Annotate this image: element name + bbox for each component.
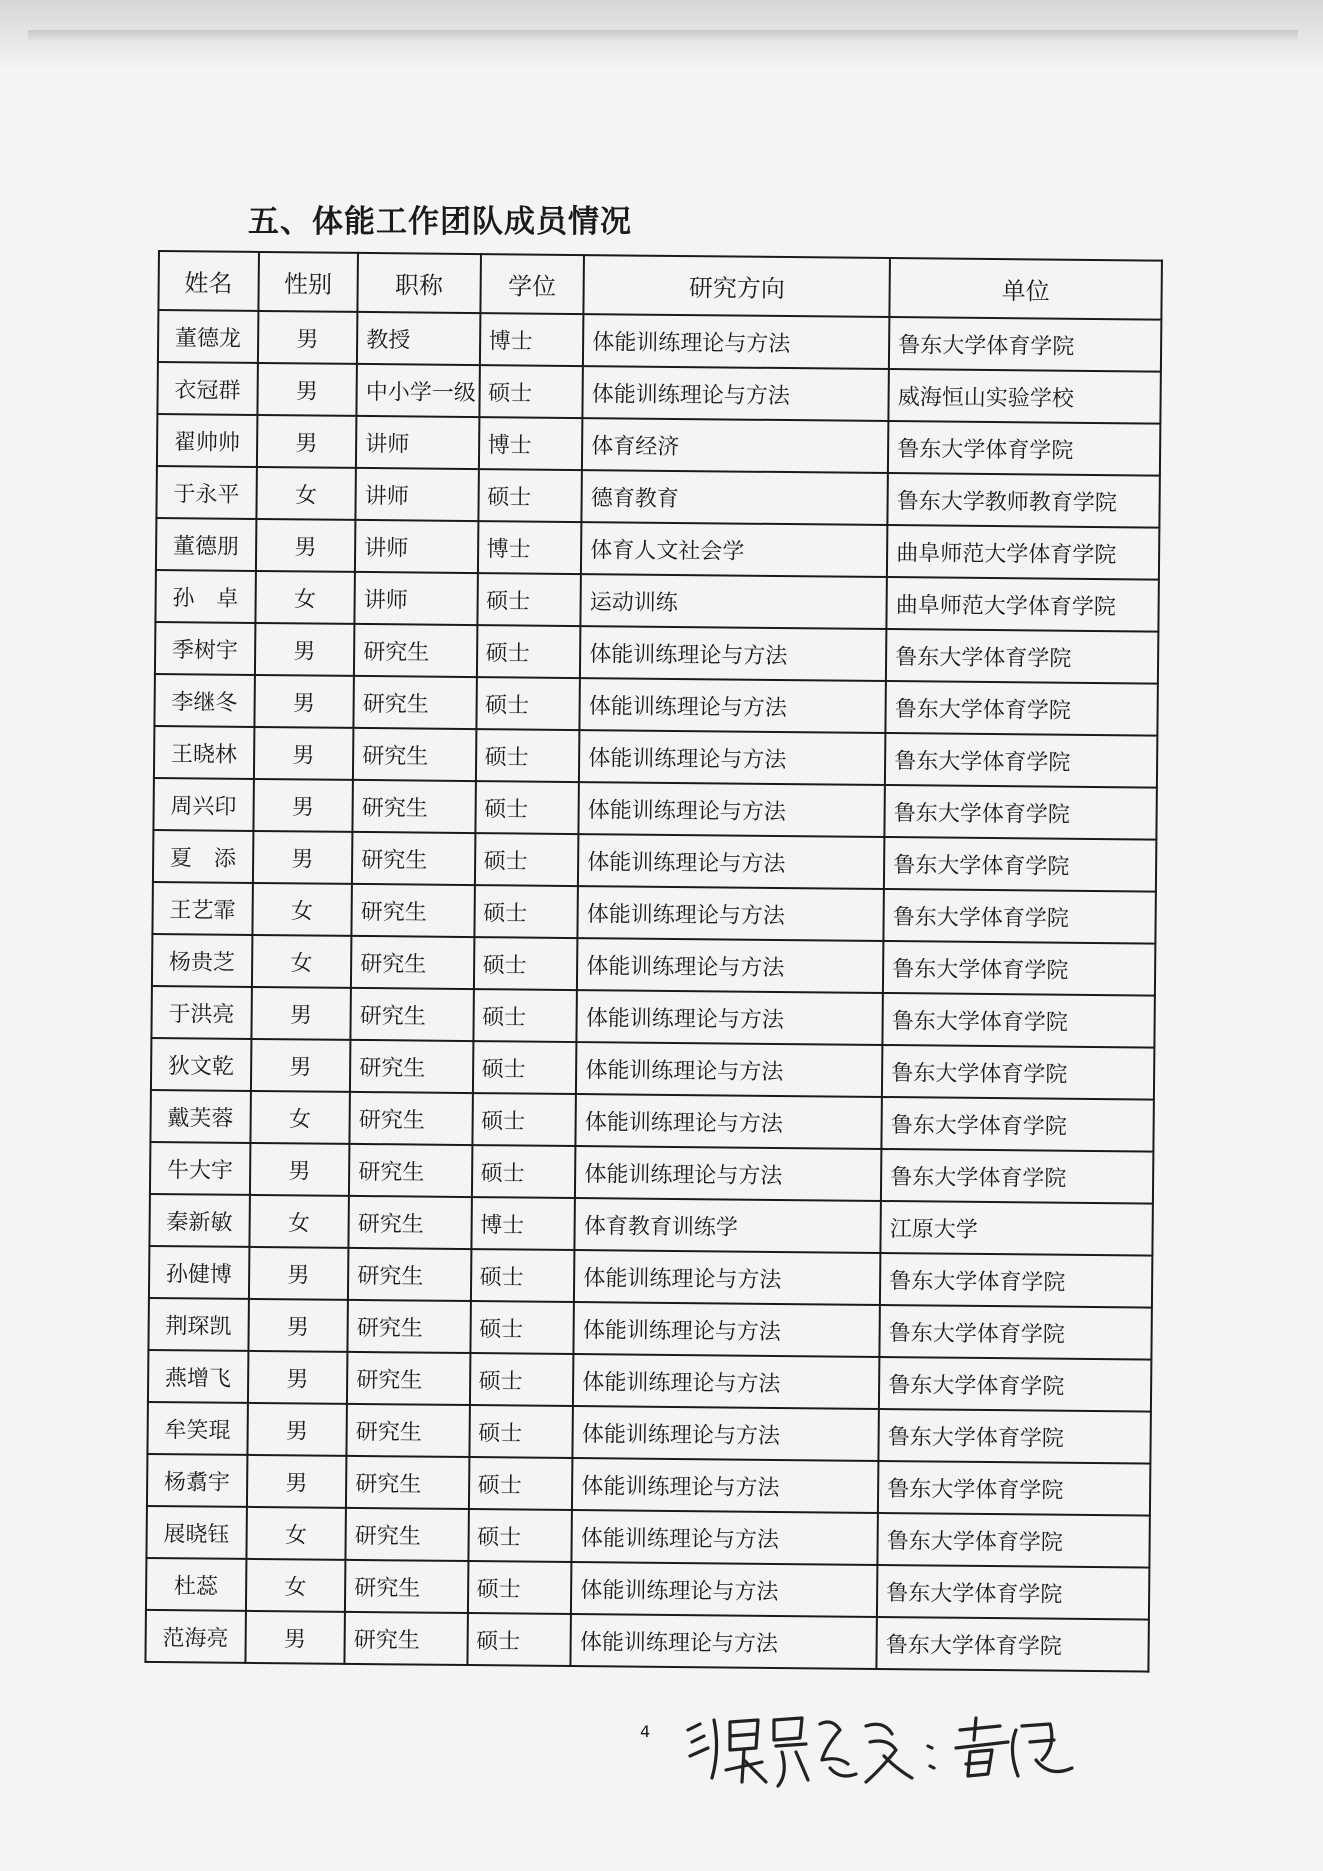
cell-research: 体能训练理论与方法 <box>576 1094 882 1149</box>
cell-title: 研究生 <box>346 1508 469 1561</box>
cell-name: 王艺霏 <box>152 882 252 935</box>
table-row <box>157 362 1160 424</box>
cell-unit: 鲁东大学体育学院 <box>880 1305 1152 1360</box>
table-row <box>146 1558 1149 1620</box>
cell-title: 研究生 <box>348 1300 471 1353</box>
header-title: 职称 <box>358 253 481 313</box>
cell-gender: 女 <box>255 571 355 624</box>
cell-unit: 鲁东大学教师教育学院 <box>888 473 1160 528</box>
cell-name: 董德龙 <box>158 310 258 363</box>
cell-unit: 鲁东大学体育学院 <box>878 1461 1150 1516</box>
cell-title: 研究生 <box>346 1456 469 1509</box>
cell-unit: 鲁东大学体育学院 <box>879 1357 1151 1412</box>
cell-name: 戴芙蓉 <box>150 1090 250 1143</box>
cell-unit: 江原大学 <box>881 1201 1153 1256</box>
table-row <box>147 1402 1150 1464</box>
table-row <box>150 1090 1153 1152</box>
cell-title: 讲师 <box>355 572 478 625</box>
cell-gender: 男 <box>245 1611 345 1664</box>
cell-gender: 男 <box>254 623 354 676</box>
table-row <box>153 778 1156 840</box>
cell-name: 杜蕊 <box>146 1558 246 1611</box>
table-row <box>156 466 1159 528</box>
cell-title: 研究生 <box>352 884 475 937</box>
cell-unit: 鲁东大学体育学院 <box>881 1149 1153 1204</box>
table-row <box>157 414 1160 476</box>
cell-title: 研究生 <box>350 1040 473 1093</box>
page-edge <box>28 30 1298 42</box>
cell-title: 研究生 <box>354 676 477 729</box>
cell-title: 讲师 <box>356 416 479 469</box>
table-row <box>146 1506 1149 1568</box>
cell-title: 研究生 <box>345 1560 468 1613</box>
cell-gender: 男 <box>247 1455 347 1508</box>
cell-degree: 博士 <box>478 417 582 470</box>
table-row <box>155 570 1158 632</box>
table-row <box>152 882 1155 944</box>
cell-name: 王晓林 <box>154 726 254 779</box>
cell-degree: 硕士 <box>477 573 581 626</box>
cell-research: 体能训练理论与方法 <box>574 1302 880 1357</box>
page-number: 4 <box>640 1722 651 1741</box>
table-row <box>151 1038 1154 1100</box>
cell-degree: 硕士 <box>479 365 583 418</box>
cell-name: 牟笑琨 <box>147 1402 247 1455</box>
cell-research: 德育教育 <box>582 470 888 525</box>
table-row <box>145 1610 1148 1672</box>
cell-degree: 硕士 <box>468 1457 572 1510</box>
cell-title: 讲师 <box>355 520 478 573</box>
cell-gender: 男 <box>251 987 351 1040</box>
table-row <box>148 1298 1151 1360</box>
cell-title: 研究生 <box>354 624 477 677</box>
cell-gender: 男 <box>253 727 353 780</box>
cell-gender: 男 <box>247 1351 347 1404</box>
cell-degree: 硕士 <box>473 937 577 990</box>
cell-gender: 女 <box>246 1559 346 1612</box>
cell-title: 研究生 <box>350 1092 473 1145</box>
cell-degree: 硕士 <box>472 1041 576 1094</box>
table-header-row <box>158 251 1162 320</box>
cell-research: 体能训练理论与方法 <box>574 1250 880 1305</box>
cell-degree: 硕士 <box>467 1613 571 1666</box>
table-row <box>151 986 1154 1048</box>
cell-unit: 鲁东大学体育学院 <box>883 993 1155 1048</box>
table-row <box>152 934 1155 996</box>
cell-degree: 硕士 <box>471 1145 575 1198</box>
cell-degree: 博士 <box>477 521 581 574</box>
cell-unit: 鲁东大学体育学院 <box>880 1253 1152 1308</box>
header-research: 研究方向 <box>584 255 891 317</box>
cell-title: 讲师 <box>356 468 479 521</box>
cell-research: 运动训练 <box>581 574 887 629</box>
cell-title: 研究生 <box>349 1196 472 1249</box>
cell-title: 研究生 <box>351 936 474 989</box>
cell-gender: 女 <box>249 1195 349 1248</box>
cell-unit: 鲁东大学体育学院 <box>877 1617 1149 1672</box>
cell-research: 体能训练理论与方法 <box>577 938 883 993</box>
cell-name: 李继冬 <box>154 674 254 727</box>
cell-research: 体能训练理论与方法 <box>571 1614 877 1669</box>
cell-research: 体能训练理论与方法 <box>583 366 889 421</box>
cell-name: 孙 卓 <box>155 570 255 623</box>
cell-unit: 鲁东大学体育学院 <box>884 889 1156 944</box>
table-row <box>158 310 1161 372</box>
cell-name: 于洪亮 <box>151 986 251 1039</box>
cell-unit: 鲁东大学体育学院 <box>883 941 1155 996</box>
cell-research: 体能训练理论与方法 <box>573 1406 879 1461</box>
cell-gender: 女 <box>252 883 352 936</box>
cell-title: 研究生 <box>353 728 476 781</box>
header-degree: 学位 <box>480 254 584 314</box>
cell-research: 体能训练理论与方法 <box>571 1562 877 1617</box>
cell-title: 研究生 <box>347 1404 470 1457</box>
cell-gender: 男 <box>254 675 354 728</box>
cell-name: 展晓钰 <box>146 1506 246 1559</box>
cell-degree: 硕士 <box>468 1509 572 1562</box>
cell-unit: 鲁东大学体育学院 <box>882 1045 1154 1100</box>
section-title: 五、体能工作团队成员情况 <box>248 204 632 240</box>
cell-degree: 博士 <box>471 1197 575 1250</box>
table-row <box>147 1454 1150 1516</box>
table-row <box>153 830 1156 892</box>
cell-unit: 鲁东大学体育学院 <box>889 317 1161 372</box>
cell-unit: 曲阜师范大学体育学院 <box>887 525 1159 580</box>
cell-gender: 男 <box>247 1403 347 1456</box>
cell-research: 体能训练理论与方法 <box>572 1458 878 1513</box>
table-row <box>155 622 1158 684</box>
cell-research: 体能训练理论与方法 <box>580 626 886 681</box>
table-row <box>154 726 1157 788</box>
cell-research: 体能训练理论与方法 <box>577 990 883 1045</box>
table-row <box>148 1350 1151 1412</box>
cell-name: 秦新敏 <box>149 1194 249 1247</box>
team-members-table <box>144 250 1163 1673</box>
cell-degree: 硕士 <box>476 677 580 730</box>
cell-name: 杨贵芝 <box>152 934 252 987</box>
cell-degree: 硕士 <box>478 469 582 522</box>
cell-gender: 男 <box>248 1247 348 1300</box>
cell-research: 体能训练理论与方法 <box>579 782 885 837</box>
cell-gender: 男 <box>257 311 357 364</box>
cell-degree: 硕士 <box>472 1093 576 1146</box>
cell-unit: 威海恒山实验学校 <box>889 369 1161 424</box>
cell-unit: 鲁东大学体育学院 <box>886 629 1158 684</box>
cell-degree: 硕士 <box>470 1249 574 1302</box>
cell-gender: 男 <box>256 415 356 468</box>
cell-gender: 女 <box>250 1091 350 1144</box>
cell-name: 翟帅帅 <box>157 414 257 467</box>
header-unit: 单位 <box>890 258 1162 320</box>
cell-name: 孙健博 <box>149 1246 249 1299</box>
cell-gender: 男 <box>255 519 355 572</box>
cell-gender: 女 <box>256 467 356 520</box>
cell-research: 体能训练理论与方法 <box>583 314 889 369</box>
cell-title: 教授 <box>357 312 480 365</box>
cell-degree: 硕士 <box>474 885 578 938</box>
cell-title: 研究生 <box>347 1352 470 1405</box>
cell-degree: 硕士 <box>469 1353 573 1406</box>
cell-degree: 硕士 <box>476 625 580 678</box>
cell-title: 研究生 <box>348 1248 471 1301</box>
cell-title: 研究生 <box>345 1612 468 1665</box>
cell-degree: 硕士 <box>475 729 579 782</box>
table-row <box>149 1246 1152 1308</box>
cell-gender: 女 <box>246 1507 346 1560</box>
cell-unit: 鲁东大学体育学院 <box>886 681 1158 736</box>
cell-degree: 硕士 <box>475 781 579 834</box>
cell-degree: 硕士 <box>470 1301 574 1354</box>
header-name: 姓名 <box>158 251 258 311</box>
cell-degree: 硕士 <box>474 833 578 886</box>
cell-research: 体能训练理论与方法 <box>579 730 885 785</box>
cell-title: 研究生 <box>349 1144 472 1197</box>
cell-degree: 硕士 <box>469 1405 573 1458</box>
cell-unit: 鲁东大学体育学院 <box>877 1565 1149 1620</box>
cell-gender: 女 <box>251 935 351 988</box>
cell-unit: 鲁东大学体育学院 <box>882 1097 1154 1152</box>
cell-research: 体能训练理论与方法 <box>578 834 884 889</box>
cell-name: 于永平 <box>156 466 256 519</box>
header-gender: 性别 <box>258 252 358 312</box>
cell-research: 体能训练理论与方法 <box>572 1510 878 1565</box>
handwritten-signature <box>670 1690 1090 1800</box>
cell-research: 体能训练理论与方法 <box>573 1354 879 1409</box>
cell-degree: 硕士 <box>473 989 577 1042</box>
cell-unit: 鲁东大学体育学院 <box>884 837 1156 892</box>
cell-research: 体育教育训练学 <box>575 1198 881 1253</box>
cell-research: 体能训练理论与方法 <box>580 678 886 733</box>
table-row <box>154 674 1157 736</box>
cell-unit: 鲁东大学体育学院 <box>888 421 1160 476</box>
cell-gender: 男 <box>253 779 353 832</box>
cell-unit: 鲁东大学体育学院 <box>885 733 1157 788</box>
cell-gender: 男 <box>248 1299 348 1352</box>
cell-name: 燕增飞 <box>148 1350 248 1403</box>
cell-gender: 男 <box>252 831 352 884</box>
cell-name: 荆琛凯 <box>148 1298 248 1351</box>
cell-title: 研究生 <box>351 988 474 1041</box>
cell-research: 体能训练理论与方法 <box>576 1042 882 1097</box>
cell-unit: 曲阜师范大学体育学院 <box>887 577 1159 632</box>
cell-degree: 博士 <box>479 313 583 366</box>
cell-unit: 鲁东大学体育学院 <box>879 1409 1151 1464</box>
cell-name: 周兴印 <box>153 778 253 831</box>
cell-name: 董德朋 <box>156 518 256 571</box>
cell-unit: 鲁东大学体育学院 <box>878 1513 1150 1568</box>
cell-name: 夏 添 <box>153 830 253 883</box>
cell-title: 研究生 <box>352 832 475 885</box>
cell-gender: 男 <box>250 1039 350 1092</box>
cell-title: 中小学一级 <box>357 364 480 417</box>
cell-title: 研究生 <box>353 780 476 833</box>
cell-research: 体能训练理论与方法 <box>578 886 884 941</box>
cell-research: 体能训练理论与方法 <box>575 1146 881 1201</box>
cell-name: 狄文乾 <box>151 1038 251 1091</box>
cell-gender: 男 <box>249 1143 349 1196</box>
cell-name: 季树宇 <box>155 622 255 675</box>
table-row <box>149 1194 1152 1256</box>
table-row <box>150 1142 1153 1204</box>
cell-name: 范海亮 <box>145 1610 245 1663</box>
cell-name: 衣冠群 <box>157 362 257 415</box>
cell-name: 杨翥宇 <box>147 1454 247 1507</box>
table-row <box>156 518 1159 580</box>
cell-degree: 硕士 <box>467 1561 571 1614</box>
cell-research: 体育人文社会学 <box>581 522 887 577</box>
cell-name: 牛大宇 <box>150 1142 250 1195</box>
cell-research: 体育经济 <box>582 418 888 473</box>
cell-unit: 鲁东大学体育学院 <box>885 785 1157 840</box>
cell-gender: 男 <box>257 363 357 416</box>
